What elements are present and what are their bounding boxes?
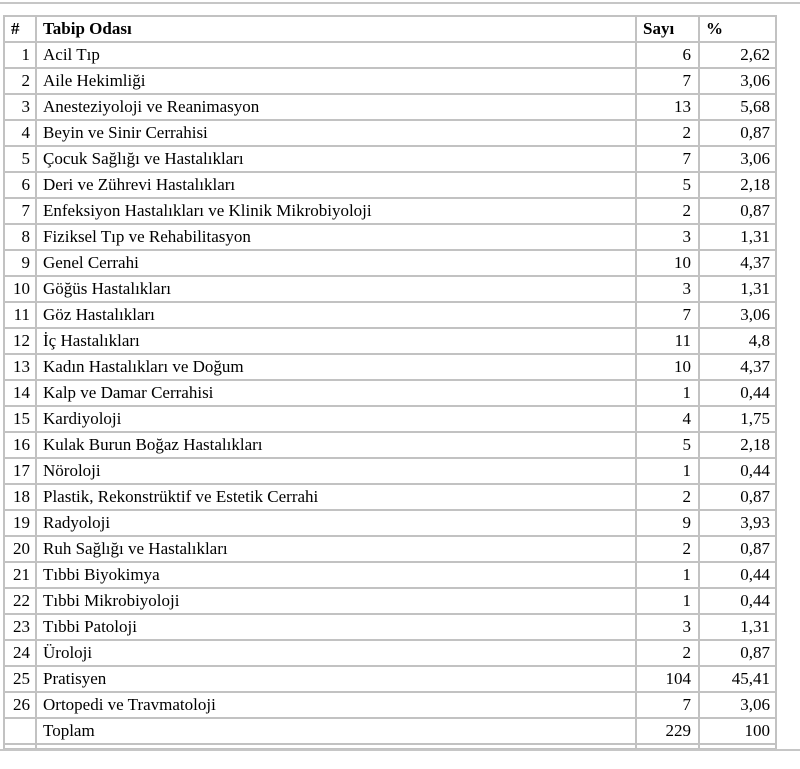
chamber-name-cell: Acil Tıp [36,42,636,68]
count-cell: 1 [636,380,699,406]
count-cell: 11 [636,328,699,354]
count-cell: 7 [636,68,699,94]
table-row [4,94,776,120]
count-cell: 2 [636,536,699,562]
table-row [4,562,776,588]
column-header-count: Sayı [636,16,699,42]
chamber-name-cell: Kulak Burun Boğaz Hastalıkları [36,432,636,458]
count-cell: 13 [636,94,699,120]
chamber-name-cell: Fiziksel Tıp ve Rehabilitasyon [36,224,636,250]
percent-cell: 4,8 [699,328,776,354]
table-row [4,640,776,666]
table-row [4,432,776,458]
percent-cell: 1,31 [699,224,776,250]
chamber-name-cell: Tıbbi Mikrobiyoloji [36,588,636,614]
table-row [4,588,776,614]
table-row [4,250,776,276]
column-header-number: # [4,16,36,42]
table-row [4,198,776,224]
table-row [4,692,776,718]
percent-cell: 2,18 [699,432,776,458]
count-cell: 1 [636,588,699,614]
percent-cell: 0,87 [699,198,776,224]
count-cell: 6 [636,42,699,68]
page-bottom-rule [0,749,800,751]
row-number-cell: 20 [4,536,36,562]
column-header-chamber: Tabip Odası [36,16,636,42]
chamber-name-cell: Deri ve Zührevi Hastalıkları [36,172,636,198]
chamber-name-cell: Ruh Sağlığı ve Hastalıkları [36,536,636,562]
percent-cell: 45,41 [699,666,776,692]
row-number-cell: 21 [4,562,36,588]
chamber-name-cell: Tıbbi Patoloji [36,614,636,640]
row-number-cell: 24 [4,640,36,666]
percent-cell: 3,06 [699,68,776,94]
percent-cell: 4,37 [699,354,776,380]
table-row [4,666,776,692]
row-number-cell: 8 [4,224,36,250]
count-cell: 104 [636,666,699,692]
chamber-name-cell: Genel Cerrahi [36,250,636,276]
table-row [4,302,776,328]
count-cell: 7 [636,146,699,172]
table-row [4,42,776,68]
count-cell: 2 [636,640,699,666]
percent-cell: 3,06 [699,146,776,172]
row-number-cell: 10 [4,276,36,302]
chamber-name-cell: Pratisyen [36,666,636,692]
percent-cell: 2,18 [699,172,776,198]
row-number-cell: 14 [4,380,36,406]
chamber-name-cell: Tıbbi Biyokimya [36,562,636,588]
table-row [4,276,776,302]
chamber-name-cell: İç Hastalıkları [36,328,636,354]
row-number-cell: 25 [4,666,36,692]
count-cell: 2 [636,120,699,146]
percent-cell: 0,87 [699,640,776,666]
table-row [4,172,776,198]
percent-cell: 0,87 [699,536,776,562]
table-row [4,328,776,354]
percent-cell: 3,06 [699,302,776,328]
count-cell: 3 [636,224,699,250]
chamber-name-cell: Kardiyoloji [36,406,636,432]
table-row [4,406,776,432]
percent-cell: 0,87 [699,484,776,510]
row-number-cell: 23 [4,614,36,640]
count-cell: 2 [636,198,699,224]
table-footer [4,718,776,749]
row-number-cell: 17 [4,458,36,484]
table-row [4,224,776,250]
percent-cell: 1,75 [699,406,776,432]
percent-cell: 3,06 [699,692,776,718]
count-cell: 7 [636,692,699,718]
table-body [4,42,776,718]
count-cell: 3 [636,614,699,640]
chamber-name-cell: Nöroloji [36,458,636,484]
chamber-name-cell: Enfeksiyon Hastalıkları ve Klinik Mikrobiyoloji [36,198,636,224]
total-row [4,718,776,744]
table-row [4,120,776,146]
count-cell: 10 [636,250,699,276]
table-row [4,458,776,484]
total-number-cell [4,718,36,744]
percent-cell: 0,44 [699,562,776,588]
row-number-cell: 7 [4,198,36,224]
table-row [4,354,776,380]
row-number-cell: 16 [4,432,36,458]
count-cell: 1 [636,562,699,588]
row-number-cell: 9 [4,250,36,276]
percent-cell: 0,87 [699,120,776,146]
row-number-cell: 5 [4,146,36,172]
chamber-name-cell: Plastik, Rekonstrüktif ve Estetik Cerrahi [36,484,636,510]
count-cell: 5 [636,432,699,458]
row-number-cell: 11 [4,302,36,328]
chamber-name-cell: Radyoloji [36,510,636,536]
table-row [4,68,776,94]
specialty-count-table [3,15,777,750]
row-number-cell: 22 [4,588,36,614]
row-number-cell: 6 [4,172,36,198]
row-number-cell: 4 [4,120,36,146]
total-count-cell: 229 [636,718,699,744]
total-percent-cell: 100 [699,718,776,744]
count-cell: 7 [636,302,699,328]
count-cell: 10 [636,354,699,380]
count-cell: 9 [636,510,699,536]
row-number-cell: 26 [4,692,36,718]
total-label-cell: Toplam [36,718,636,744]
percent-cell: 1,31 [699,614,776,640]
table-header-row [4,16,776,42]
chamber-name-cell: Kadın Hastalıkları ve Doğum [36,354,636,380]
chamber-name-cell: Üroloji [36,640,636,666]
count-cell: 1 [636,458,699,484]
column-header-percent: % [699,16,776,42]
percent-cell: 0,44 [699,380,776,406]
chamber-name-cell: Ortopedi ve Travmatoloji [36,692,636,718]
percent-cell: 1,31 [699,276,776,302]
chamber-name-cell: Aile Hekimliği [36,68,636,94]
chamber-name-cell: Göz Hastalıkları [36,302,636,328]
row-number-cell: 12 [4,328,36,354]
row-number-cell: 18 [4,484,36,510]
table-row [4,510,776,536]
percent-cell: 0,44 [699,588,776,614]
chamber-name-cell: Göğüs Hastalıkları [36,276,636,302]
row-number-cell: 13 [4,354,36,380]
row-number-cell: 3 [4,94,36,120]
count-cell: 2 [636,484,699,510]
chamber-name-cell: Çocuk Sağlığı ve Hastalıkları [36,146,636,172]
row-number-cell: 2 [4,68,36,94]
table-row [4,484,776,510]
row-number-cell: 19 [4,510,36,536]
table-row [4,536,776,562]
table-row [4,614,776,640]
percent-cell: 0,44 [699,458,776,484]
percent-cell: 5,68 [699,94,776,120]
page-top-rule [0,2,800,4]
percent-cell: 3,93 [699,510,776,536]
row-number-cell: 1 [4,42,36,68]
chamber-name-cell: Beyin ve Sinir Cerrahisi [36,120,636,146]
percent-cell: 4,37 [699,250,776,276]
table-row [4,146,776,172]
count-cell: 4 [636,406,699,432]
row-number-cell: 15 [4,406,36,432]
count-cell: 3 [636,276,699,302]
count-cell: 5 [636,172,699,198]
chamber-name-cell: Kalp ve Damar Cerrahisi [36,380,636,406]
chamber-name-cell: Anesteziyoloji ve Reanimasyon [36,94,636,120]
percent-cell: 2,62 [699,42,776,68]
table-row [4,380,776,406]
